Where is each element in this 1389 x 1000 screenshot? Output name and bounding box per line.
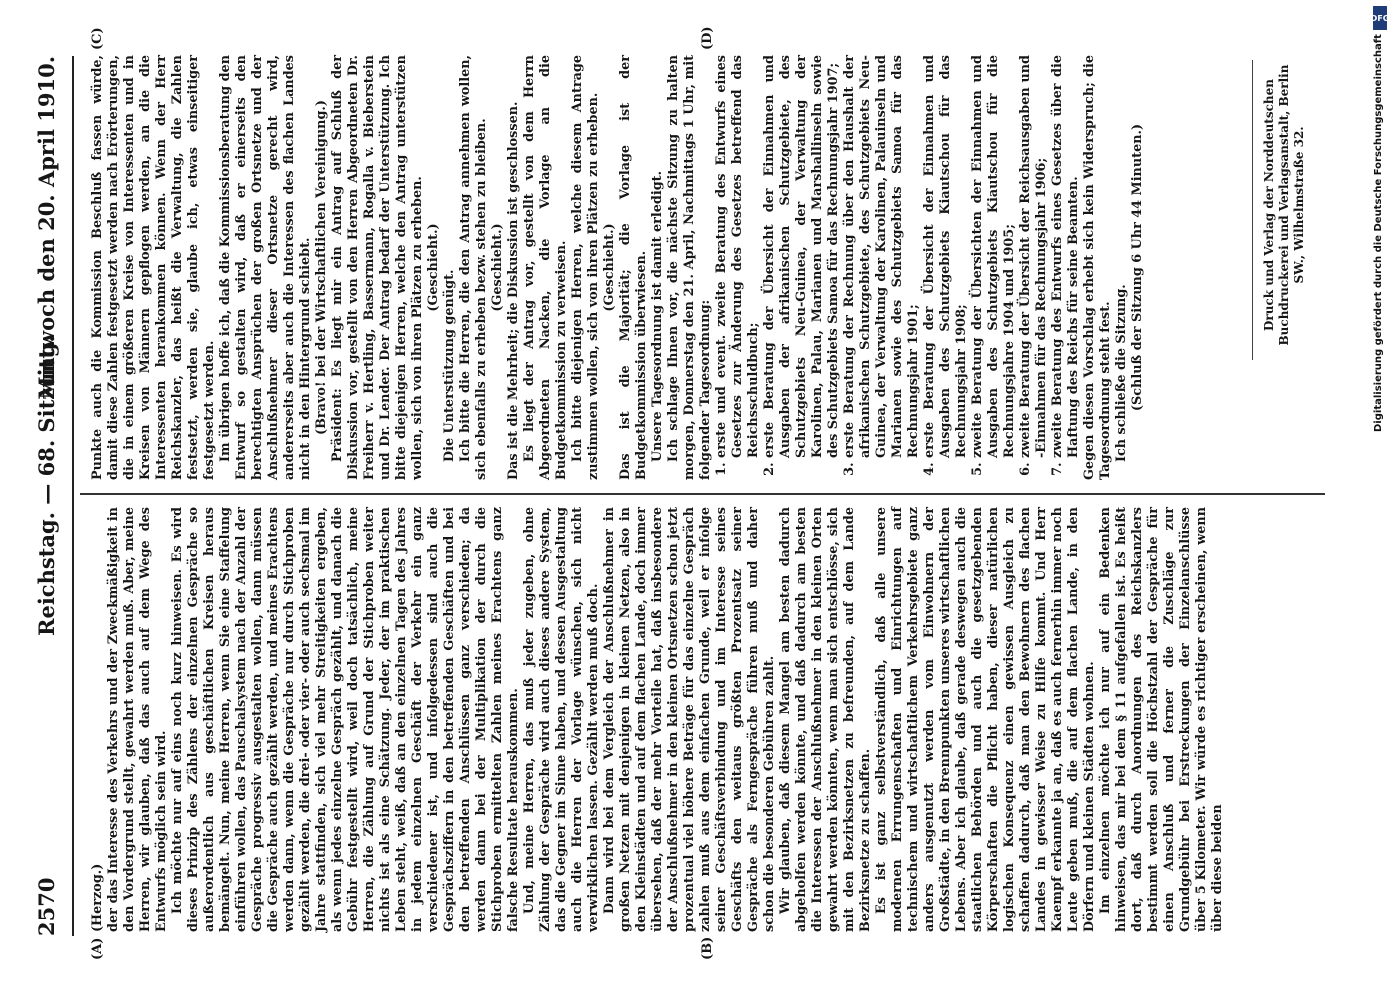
interjection: (Geschieht.) [426,223,441,312]
paragraph: Ich bitte diejenigen Herren, welche diesem Antrage zustimmen wollen, sich von ihren Plätzen zu erheben. [570,55,601,480]
paragraph: Ich möchte nur auf eins noch kurz hinweisen. Es wird dieses Prinzip des Zählens der einzelnen Gespräche so außerordentlich aus geschäftlichen Kreisen heraus bemängelt. Nun, meine Herren, wenn Sie eine Staffelung einführen wollen, das Pauschalsystem nach der Anzahl der Gespräche progressiv ausgestalten wollen, dann müssen die Gespräche auch gezählt werden, und meines Erachtens werden dann, wenn die Gespräche nur durch Stichproben gezählt werden, die drei- oder vier- oder auch sechsmal im Jahre stattfinden, sich viel mehr Streitigkeiten ergeben, als wenn jedes einzelne Gespräch gezählt, und danach die Gebühr festgestellt wird, weil doch tatsächlich, meine Herren, die Zählung auf Grund der Stichproben weiter nichts ist als eine Schätzung. Jeder, der im praktischen Leben steht, weiß, daß an den einzelnen Tagen des Jahres in jedem einzelnen Geschäft der Verkehr ein ganz verschiedener ist, und infolgedessen sind auch die Gesprächsziffern in den betreffenden Geschäften und bei den betreffenden Anschlüssen ganz verschieden; da werden dann bei der Multiplikation der durch die Stichproben ermittelten Zahlen meines Erachtens ganz falsche Resultate herauskommen. [170,507,521,932]
paragraph: Das ist die Mehrheit; die Diskussion ist geschlossen. [506,101,521,480]
imprint-rule [1252,60,1253,360]
agenda-item: 7. zweite Beratung des Entwurfs eines Gesetzes über die Haftung des Reichs für seine Beamten. [1050,55,1082,458]
dfg-logo: DFG [1373,6,1387,30]
paragraph: Die Unterstützung genügt. [442,269,457,462]
agenda-item: 2. erste Beratung der Übersicht der Einnahmen und Ausgaben der afrikanischen Schutzgebiete, des Schutzgebiets Neu-Guinea, der Verwaltung der Karolinen, Palau, Marianen und Marshallinseln sowie des Schutzgebiets Samoa für das Rechnungsjahr 1907; [762,55,842,458]
paragraph: Ich schließe die Sitzung. [1114,284,1129,462]
paragraph: Im übrigen hoffe ich, daß die Kommissionsberatung den Entwurf so gestalten wird, daß er einerseits den berechtigten Ansprüchen der großen Ortsnetze und der Anschlußnehmer dieser Ortsnetze gerecht wird, andererseits aber auch die Interessen des flachen Landes nicht in den Hintergrund schiebt. [218,55,313,480]
imprint: Druck und Verlag der Norddeutschen Buchdruckerei und Verlagsanstalt, Berlin SW., Wilhelmstraße 32. [1262,64,1306,346]
funding-note: Digitalisierung gefördert durch die Deutsche Forschungsgemeinschaft [1373,34,1384,432]
session-close: (Schluß der Sitzung 6 Uhr 44 Minuten.) [1130,123,1145,412]
paragraph: Es ist ganz selbstverständlich, daß alle unsere modernen Errungenschaften und Einrichtungen auf technischem und wirtschaftlichem Verkehrsgebiete ganz anders ausgenutzt werden vom Einwohnern der Großstädte, in den Brennpunkten unseres wirtschaftlichen Lebens. Aber ich glaube, daß gerade deswegen auch die staatlichen Behörden und auch die gesetzgebenden Körperschaften die Pflicht haben, dieser natürlichen logischen Konsequenz einen gewissen Ausgleich zu schaffen dadurch, daß man den Bewohnern des flachen Landes in gewisser Weise zu Hilfe kommt. Und Herr Kaempf erkannte ja an, daß es auch fernerhin immer noch Leute geben muß, die auf dem flachen Lande, in den Dörfern und kleinen Städten wohnen. [874,507,1097,932]
agenda-list [714,55,1082,480]
agenda-item: 5. zweite Beratung der Übersichten der Einnahmen und Ausgaben des Schutzgebiets Kiautschou für die Rechnungsjahre 1904 und 1905; [970,55,1018,458]
paragraph: Gegen diesen Vorschlag erhebt sich kein Widerspruch; die Tagesordnung steht fest. [1082,55,1113,480]
paragraph: Punkte auch die Kommission Beschluß fassen würde, damit diese Zahlen festgesetzt werden nach Erörterungen, die in einem größeren Kreise von Interessenten und in Kreisen von Männern gepflogen werden, an die die Interessenten herankommen können. Wenn der Herr Reichskanzler, das heißt die Verwaltung, die Zahlen festsetzt, werden sie, glaube ich, etwas einseitiger festgesetzt werden. [90,55,217,480]
left-column [90,507,1320,932]
paragraph: der das Interesse des Verkehrs und der Zweckmäßigkeit in den Vordergrund stellt, gewahrt werden muß. Aber, meine Herren, wir glauben, daß das auch auf dem Wege des Entwurfs möglich sein wird. [106,507,169,932]
paragraph: Präsident: Es liegt mir ein Antrag auf Schluß der Diskussion vor, gestellt von den Herren Abgeordneten Dr. Freiherr v. Hertling, Bassermann, Rogalla v. Bieberstein und Dr. Lender. Der Antrag bedarf der Unterstützung. Ich bitte diejenigen Herren, welche den Antrag unterstützen wollen, sich von ihren Plätzen zu erheben. [330,55,425,480]
paragraph: Und, meine Herren, das muß jeder zugeben, ohne Zählung der Gespräche wird auch dieses andere System, das die Gegner im Sinne haben, und dessen Ausgestaltung auch die Herren der Vorlage wünschen, sich nicht verwirklichen lassen. Gezählt werden muß doch. [522,507,601,932]
paragraph: Im einzelnen möchte ich nur auf ein Bedenken hinweisen, das mir bei dem § 11 aufgefallen ist. Es heißt dort, daß durch Anordnungen des Reichskanzlers bestimmt werden soll die Höchstzahl der Gespräche für einen Anschluß und ferner die Zuschläge zur Grundgebühr bei Erstreckungen der Einzelanschlüsse über 5 Kilometer. Wir würde es richtiger erscheinen, wenn über diese beiden [1098,507,1225,932]
column-divider [80,493,1325,495]
paragraph: Wir glauben, daß diesem Mangel am besten dadurch abgeholfen werden könnte, und daß dadurch am besten die Interessen der Anschlußnehmer in den kleinen Orten gewahrt werden könnten, wenn man sich entschlösse, sich mit den Bezirksnetzen zu befreunden, auf dem Lande Bezirksnetze zu schaffen. [778,507,873,932]
page-number: 2570 [34,877,59,936]
paragraph: Ich bitte die Herren, die den Antrag annehmen wollen, sich ebenfalls zu erheben bezw. stehen zu bleiben. [458,55,489,480]
agenda-item: 3. erste Beratung der Rechnung über den Haushalt der afrikanischen Schutzgebiete, des Schutzgebiets Neu-Guinea, der Verwaltung der Karolinen, Palauinseln und Marianen sowie des Schutzgebiets Samoa für das Rechnungsjahr 1901; [842,55,922,458]
speaker-label: (Herzog.) [90,863,105,932]
page-header [34,56,66,936]
agenda-item: 6. zweite Beratung der Übersicht der Reichsausgaben und -Einnahmen für das Rechnungsjahr 1906; [1018,55,1050,458]
right-column [90,55,1250,480]
header-rule [72,56,74,936]
agenda-item: 4. erste Beratung der Übersicht der Einnahmen und Ausgaben des Schutzgebiets Kiautschou für das Rechnungsjahr 1908; [922,55,970,458]
interjection: (Bravo! bei der Wirtschaftlichen Vereinigung.) [314,100,329,435]
paragraph: Das ist die Majorität; die Vorlage ist der Budgetkommission überwiesen. [618,55,649,480]
margin-mark-d: (D) [700,26,715,50]
margin-mark-c: (C) [90,27,105,50]
running-title: Reichstag. — 68. Sitzung. [34,335,59,636]
margin-mark-a: (A) [90,937,105,960]
interjection: (Geschieht.) [602,223,617,312]
margin-mark-b: (B) [700,936,715,960]
paragraph: Es liegt der Antrag vor, gestellt von dem Herrn Abgeordneten Nacken, die Vorlage an die Budgetkommission zu verweisen. [522,55,569,480]
paragraph: Dann wird bei dem Vergleich der Anschlußnehmer in großen Netzen mit denjenigen in kleinen Netzen, also in den Kleinstädten und auf dem flachen Lande, doch immer übersehen, daß der mehr Vorteile hat, daß insbesondere der Anschlußnehmer in den kleinen Ortsnetzen schon jetzt prozentual viel höhere Beträge für das einzelne Gespräch zahlen muß aus dem einfachen Grunde, weil er infolge seiner Geschäftsverbindung und im Interesse seines Geschäfts den weitaus größten Prozentsatz seiner Gespräche als Ferngespräche führen muß und daher schon die besonderen Gebühren zahlt. [602,507,777,932]
interjection: (Geschieht.) [490,223,505,312]
agenda-item: 1. erste und event. zweite Beratung des Entwurfs eines Gesetzes zur Änderung des Gesetzes betreffend das Reichsschuldbuch; [714,55,762,458]
session-date: Mittwoch den 20. April 1910. [34,56,59,400]
paragraph: Unsere Tagesordnung ist damit erledigt. [650,170,665,462]
paragraph: Ich schlage Ihnen vor, die nächste Sitzung zu halten morgen, Donnerstag den 21. April, Nachmittags 1 Uhr, mit folgender Tagesordnung: [666,55,713,480]
